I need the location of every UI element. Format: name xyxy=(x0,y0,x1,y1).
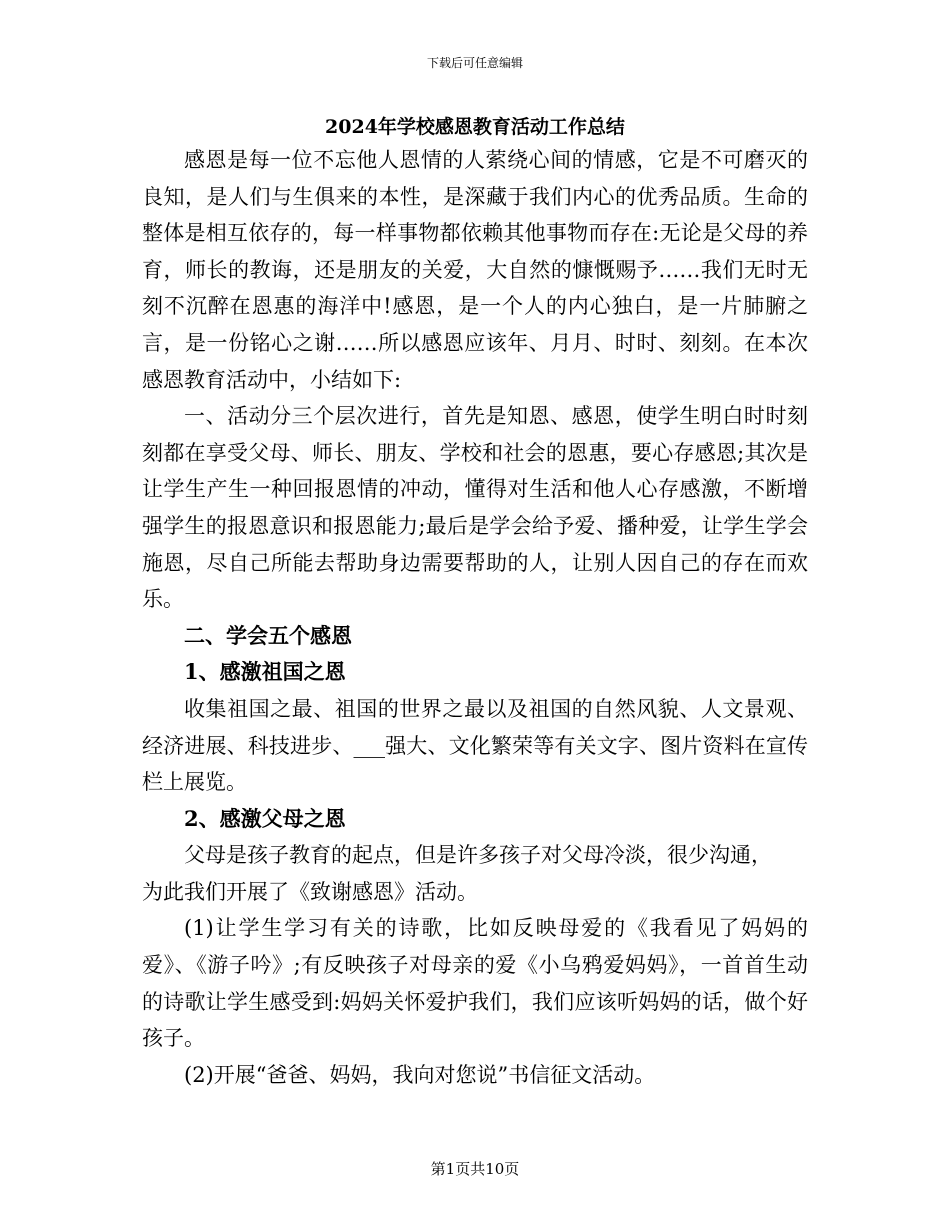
paragraph-item-two: 父母是孩子教育的起点，但是许多孩子对父母冷淡，很少沟通， xyxy=(184,843,772,868)
document-title: 2024年学校感恩教育活动工作总结 xyxy=(325,116,625,138)
page-header-note: 下载后可任意编辑 xyxy=(426,56,523,70)
paragraph-sub-two: (2)开展“爸爸、妈妈，我向对您说”书信征文活动。 xyxy=(184,1062,656,1087)
paragraph-item-one: 收集祖国之最、祖国的世界之最以及祖国的自然风貌、人文景观、经济进展、科技进步、___强大、文化繁荣等有关文字、图片资料在宣传栏上展览。 xyxy=(142,696,808,795)
paragraph-section-one: 一、活动分三个层次进行，首先是知恩、感恩，使学生明白时时刻刻都在享受父母、师长、朋友、学校和社会的恩惠，要心存感恩;其次是让学生产生一种回报恩情的冲动，懂得对生活和他人心存感激，不断增强学生的报恩意识和报恩能力;最后是学会给予爱、播种爱，让学生学会施恩，尽自己所能去帮助身边需要帮助的人，让别人因自己的存在而欢乐。 xyxy=(142,404,808,612)
paragraph-intro: 感恩是每一位不忘他人恩情的人萦绕心间的情感，它是不可磨灭的良知，是人们与生俱来的本性，是深藏于我们内心的优秀品质。生命的整体是相互依存的，每一样事物都依赖其他事物而存在:无论是父母的养育，师长的教诲，还是朋友的关爱，大自然的慷慨赐予……我们无时无刻不沉醉在恩惠的海洋中!感恩，是一个人的内心独白，是一片肺腑之言，是一份铭心之谢……所以感恩应该年、月月、时时、刻刻。在本次感恩教育活动中，小结如下: xyxy=(142,148,808,392)
heading-item-one: 1、感激祖国之恩 xyxy=(184,659,346,685)
paragraph-sub-one: (1)让学生学习有关的诗歌，比如反映母爱的《我看见了妈妈的爱》、《游子吟》;有反映孩子对母亲的爱《小乌鸦爱妈妈》，一首首生动的诗歌让学生感受到:妈妈关怀爱护我们，我们应该听妈妈的话，做个好孩子。 xyxy=(142,916,808,1051)
heading-section-two: 二、学会五个感恩 xyxy=(184,622,352,648)
heading-item-two: 2、感激父母之恩 xyxy=(184,805,346,831)
document-body xyxy=(142,112,808,1093)
paragraph-item-two-cont: 为此我们开展了《致谢感恩》活动。 xyxy=(142,879,478,904)
page-footer-number: 第1页共10页 xyxy=(430,1160,520,1178)
